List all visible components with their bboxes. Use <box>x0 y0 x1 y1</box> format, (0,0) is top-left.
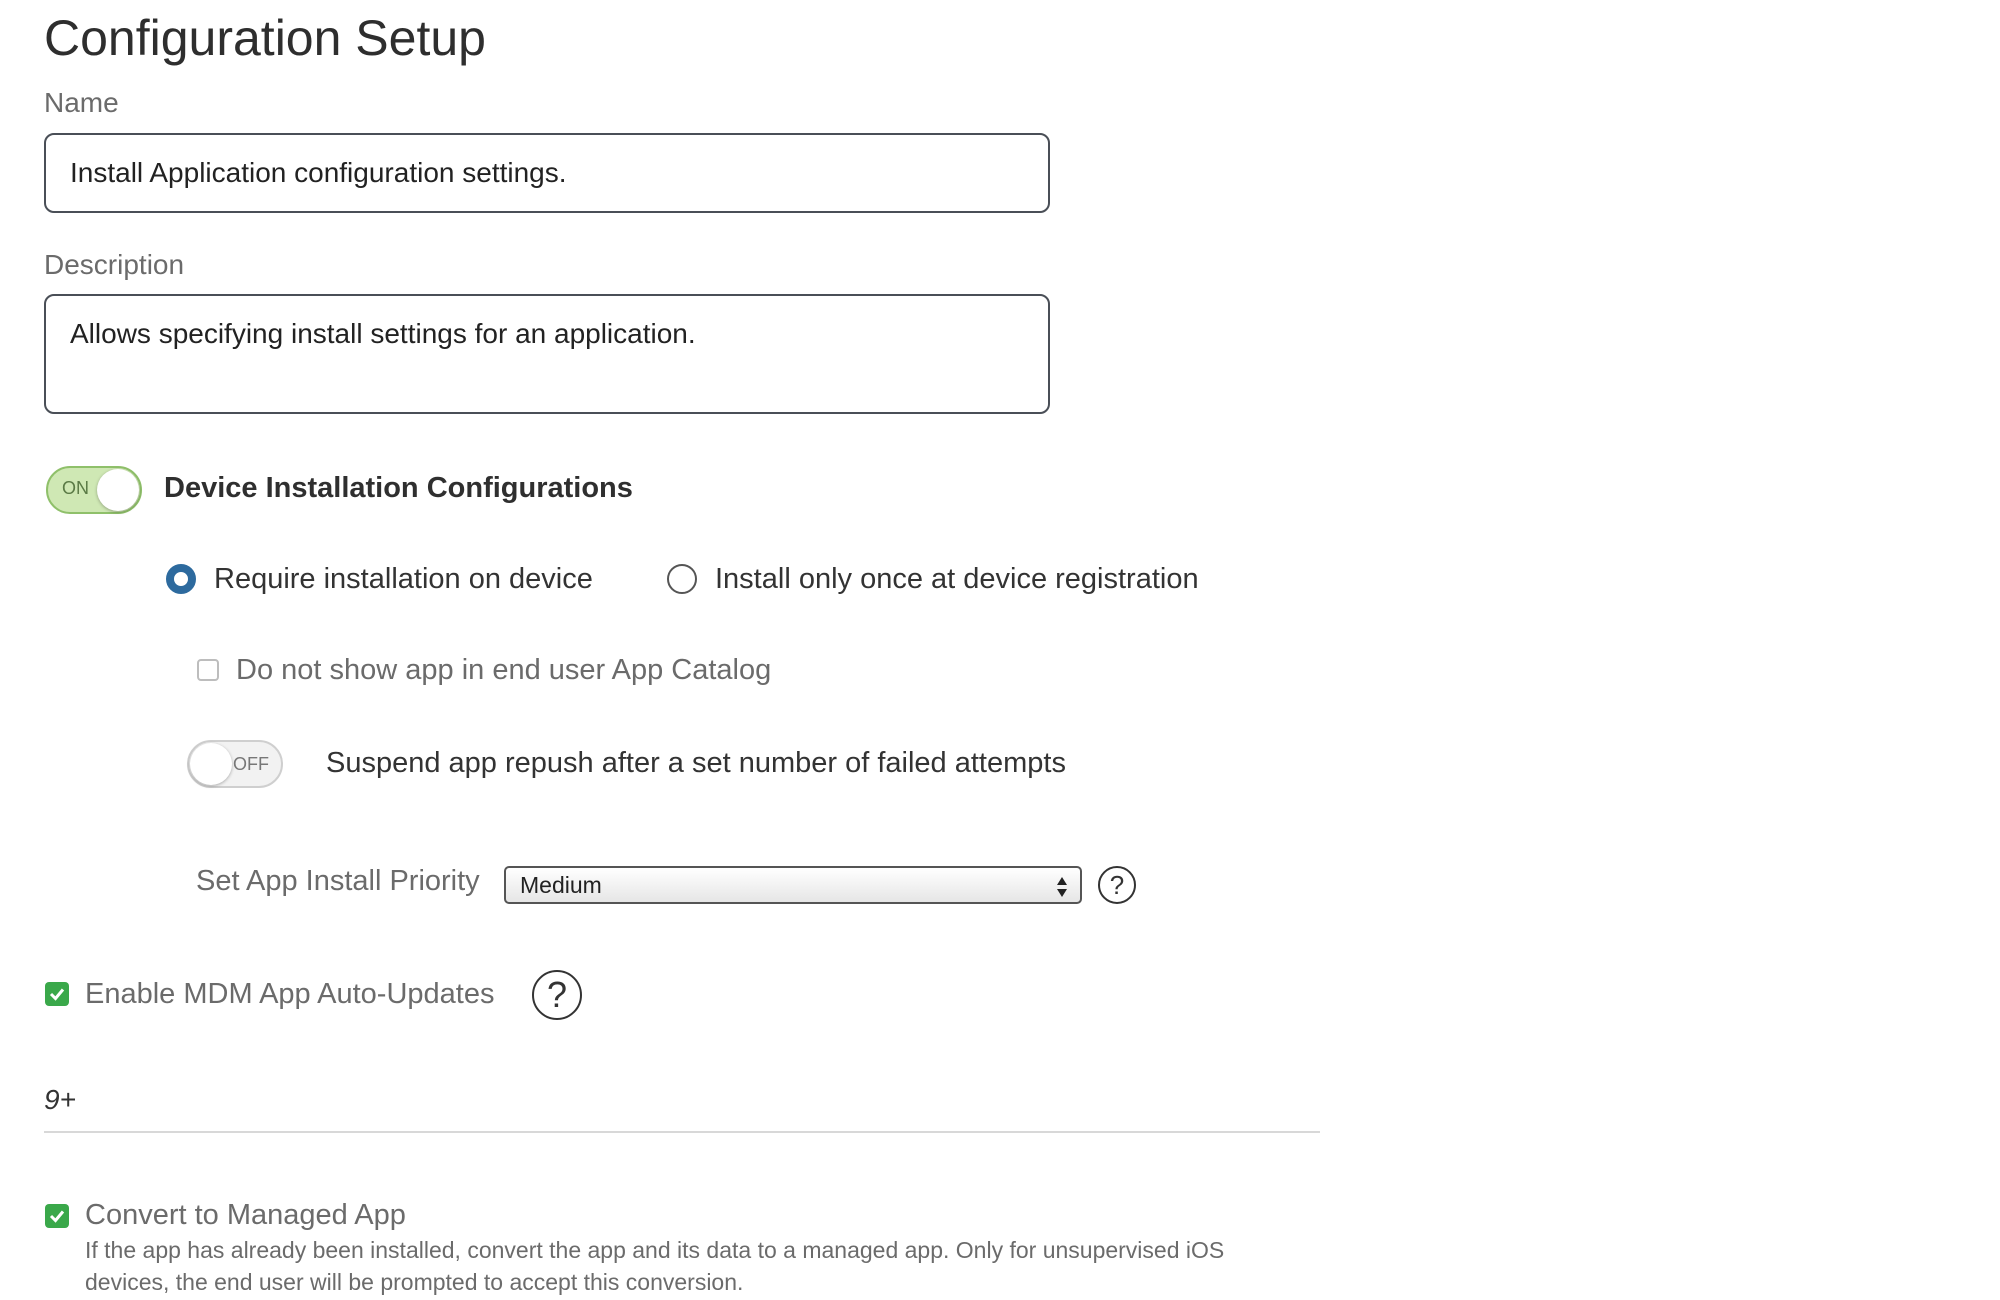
managed-app-checkbox[interactable] <box>45 1204 69 1228</box>
radio-install-once-label[interactable]: Install only once at device registration <box>715 563 1199 595</box>
checkmark-icon <box>48 1207 66 1225</box>
description-textarea[interactable]: Allows specifying install settings for an application. <box>44 294 1050 414</box>
hide-catalog-label[interactable]: Do not show app in end user App Catalog <box>236 654 772 686</box>
toggle-knob <box>190 743 232 785</box>
device-installation-toggle[interactable] <box>46 466 142 514</box>
priority-help-icon[interactable]: ? <box>1098 866 1136 904</box>
page-title: Configuration Setup <box>44 10 486 66</box>
radio-require-installation[interactable] <box>166 564 196 594</box>
hide-catalog-checkbox[interactable] <box>197 659 219 681</box>
auto-updates-checkbox[interactable] <box>45 982 69 1006</box>
toggle-state-label: ON <box>62 478 89 498</box>
name-input[interactable]: Install Application configuration settings. <box>44 133 1050 213</box>
device-installation-label: Device Installation Configurations <box>164 472 633 504</box>
auto-updates-label[interactable]: Enable MDM App Auto-Updates <box>85 978 495 1010</box>
suspend-repush-label: Suspend app repush after a set number of failed attempts <box>326 747 1066 779</box>
auto-updates-help-icon[interactable]: ? <box>532 970 582 1020</box>
version-label: 9+ <box>44 1084 76 1115</box>
section-divider <box>44 1131 1320 1133</box>
install-priority-label: Set App Install Priority <box>196 865 480 897</box>
toggle-knob <box>97 469 139 511</box>
toggle-state-label: OFF <box>233 754 269 774</box>
managed-app-help-text: If the app has already been installed, convert the app and its data to a managed app. Only for unsupervised iOS devices, the end user will be prompted to accept this conversion. <box>85 1237 1225 1295</box>
checkmark-icon <box>48 985 66 1003</box>
radio-require-installation-label[interactable]: Require installation on device <box>214 563 593 595</box>
install-priority-select[interactable] <box>504 866 1082 904</box>
select-arrows-icon <box>1056 874 1068 908</box>
radio-install-once[interactable] <box>667 564 697 594</box>
suspend-repush-toggle[interactable] <box>187 740 283 788</box>
install-priority-value: Medium <box>520 872 602 898</box>
managed-app-label[interactable]: Convert to Managed App <box>85 1199 406 1231</box>
description-label: Description <box>44 249 185 280</box>
name-label: Name <box>44 87 119 118</box>
